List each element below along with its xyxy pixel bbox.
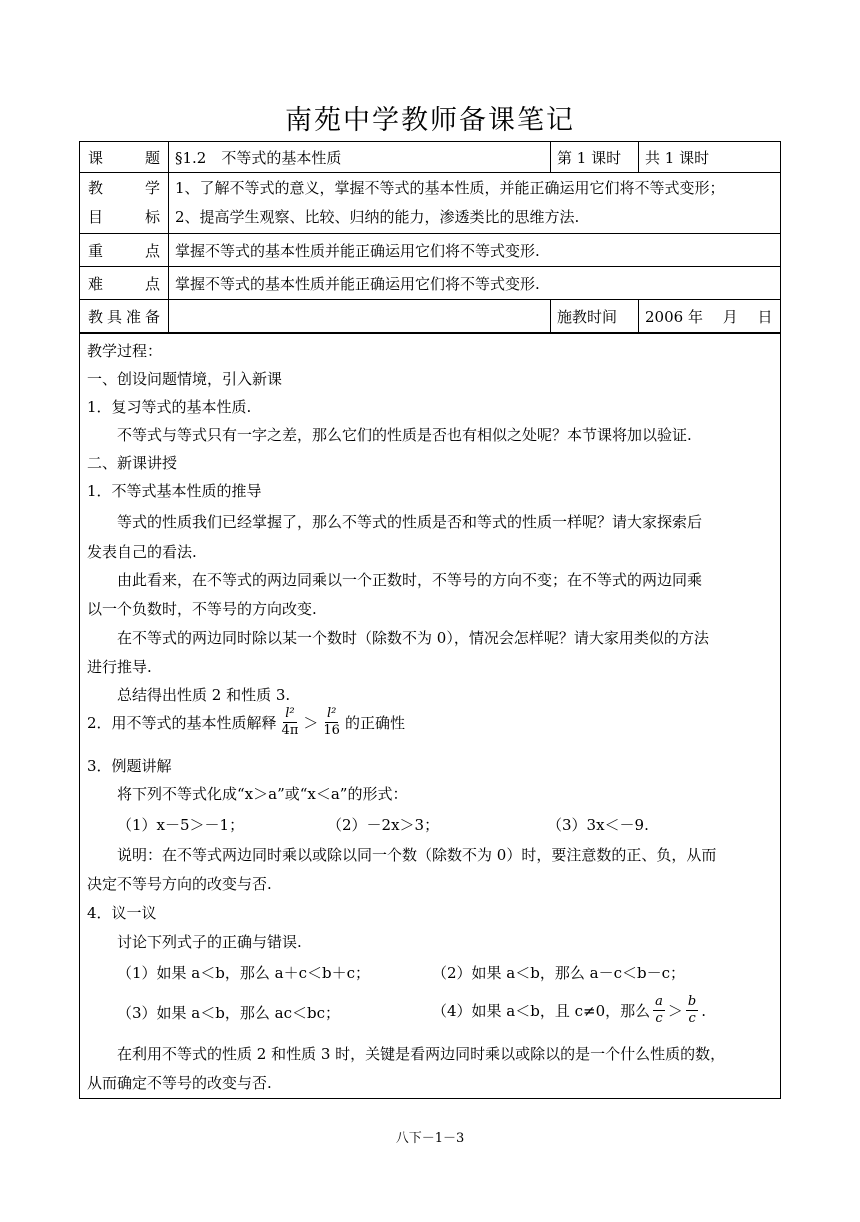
difficulty-value: 掌握不等式的基本性质并能正确运用它们将不等式变形. (169, 267, 781, 300)
discuss-intro: 讨论下列式子的正确与错误. (117, 933, 302, 951)
section-1-paragraph: 不等式与等式只有一字之差，那么它们的性质是否也有相似之处呢？本节课将加以验证. (117, 426, 692, 444)
section-2-item-1: 1．不等式基本性质的推导 (87, 482, 262, 500)
fraction-denominator: c (688, 1011, 696, 1026)
fraction-a-over-c (653, 994, 665, 1027)
key-point-label: 重 点 (80, 234, 169, 267)
paragraph-1-line-2: 发表自己的看法. (87, 543, 197, 561)
goal-label-line-1: 教 学 (88, 179, 160, 197)
greater-than-sign: ＞ (303, 714, 319, 732)
fraction-l2-over-16 (321, 706, 342, 739)
discuss-row-1 (87, 962, 772, 982)
example-intro: 将下列不等式化成“x＞a”或“x＜a”的形式： (117, 785, 408, 803)
goal-value (169, 173, 781, 234)
section-1-heading: 一、创设问题情境，引入新课 (87, 370, 283, 388)
item-2-suffix: 的正确性 (344, 714, 405, 732)
section-1-item-1: 1．复习等式的基本性质. (87, 398, 252, 416)
lesson-header-table (79, 141, 781, 333)
paragraph-1-line-1: 等式的性质我们已经掌握了，那么不等式的性质是否和等式的性质一样呢？请大家探索后 (117, 513, 703, 531)
goal-label-line-2: 目 标 (88, 208, 160, 226)
fraction-numerator: a (655, 994, 663, 1009)
lesson-total: 共 1 课时 (639, 142, 781, 173)
paragraph-2-line-1: 由此看来，在不等式的两边同乘以一个正数时，不等号的方向不变；在不等式的两边同乘 (117, 571, 703, 589)
paragraph-3-line-2: 进行推导. (87, 658, 152, 676)
section-2-heading: 二、新课讲授 (87, 454, 178, 472)
key-point-value: 掌握不等式的基本性质并能正确运用它们将不等式变形. (169, 234, 781, 267)
goal-item-2: 2、提高学生观察、比较、归纳的能力，渗透类比的思维方法. (175, 208, 580, 226)
topic-label: 课 题 (80, 142, 169, 173)
example-row (87, 814, 772, 834)
lesson-number: 第 1 课时 (551, 142, 639, 173)
fraction-denominator: c (655, 1011, 663, 1026)
tools-value (169, 300, 551, 333)
difficulty-label: 难 点 (80, 267, 169, 300)
fraction-b-over-c (686, 994, 698, 1027)
item-2-prefix: 2．用不等式的基本性质解释 (87, 714, 277, 732)
paragraph-2-line-2: 以一个负数时，不等号的方向改变. (87, 600, 317, 618)
goal-label (80, 173, 169, 234)
section-2-item-4: 4．议一议 (87, 904, 157, 922)
fraction-numerator: b (687, 994, 697, 1009)
example-3: （3）3x＜－9. (547, 816, 649, 834)
fraction-l2-over-4pi (280, 706, 301, 739)
greater-than-sign: ＞ (667, 1002, 683, 1020)
teaching-process (79, 333, 781, 1099)
page-title: 南苑中学教师备课笔记 (285, 105, 575, 136)
discuss-row-2 (87, 994, 772, 1030)
section-2-item-3: 3．例题讲解 (87, 757, 172, 775)
topic-value: §1.2 不等式的基本性质 (169, 142, 551, 173)
final-line-2: 从而确定不等号的改变与否. (87, 1074, 272, 1092)
discuss-item-2: （2）如果 a＜b，那么 a－c＜b－c； (432, 964, 685, 982)
note-line-1: 说明：在不等式两边同时乘以或除以同一个数（除数不为 0）时，要注意数的正、负，从而 (117, 846, 717, 864)
fraction-denominator: 4π (281, 723, 299, 738)
example-1: （1）x－5＞－1； (117, 816, 245, 834)
paragraph-4: 总结得出性质 2 和性质 3. (117, 686, 291, 704)
example-2: （2）－2x＞3； (327, 816, 440, 834)
discuss-item-3: （3）如果 a＜b，那么 ac＜bc； (117, 1004, 340, 1022)
note-line-2: 决定不等号方向的改变与否. (87, 875, 272, 893)
paragraph-3-line-1: 在不等式的两边同时除以某一个数时（除数不为 0），情况会怎样呢？请大家用类似的方法 (117, 629, 709, 647)
fraction-numerator: l² (326, 706, 337, 721)
discuss-item-1: （1）如果 a＜b，那么 a＋c＜b＋c； (117, 964, 370, 982)
section-2-item-2 (87, 706, 772, 739)
date-label: 施教时间 (551, 300, 639, 333)
discuss-item-4: （4）如果 a＜b，且 c≠0，那么 $\frac{a}{c}$ ＞ $\frac{b}{c}$ . (432, 994, 707, 1026)
process-heading: 教学过程： (87, 342, 163, 360)
goal-item-1: 1、了解不等式的意义，掌握不等式的基本性质，并能正确运用它们将不等式变形； (175, 179, 725, 197)
tools-label: 教具准备 (80, 300, 169, 333)
fraction-numerator: l² (285, 706, 295, 721)
date-value: 2006 年 月 日 (639, 300, 781, 333)
page-footer: 八下－1－3 (395, 1131, 465, 1146)
final-line-1: 在利用不等式的性质 2 和性质 3 时，关键是看两边同时乘以或除以的是一个什么性质的数， (117, 1045, 726, 1063)
fraction-denominator: 16 (323, 723, 340, 738)
